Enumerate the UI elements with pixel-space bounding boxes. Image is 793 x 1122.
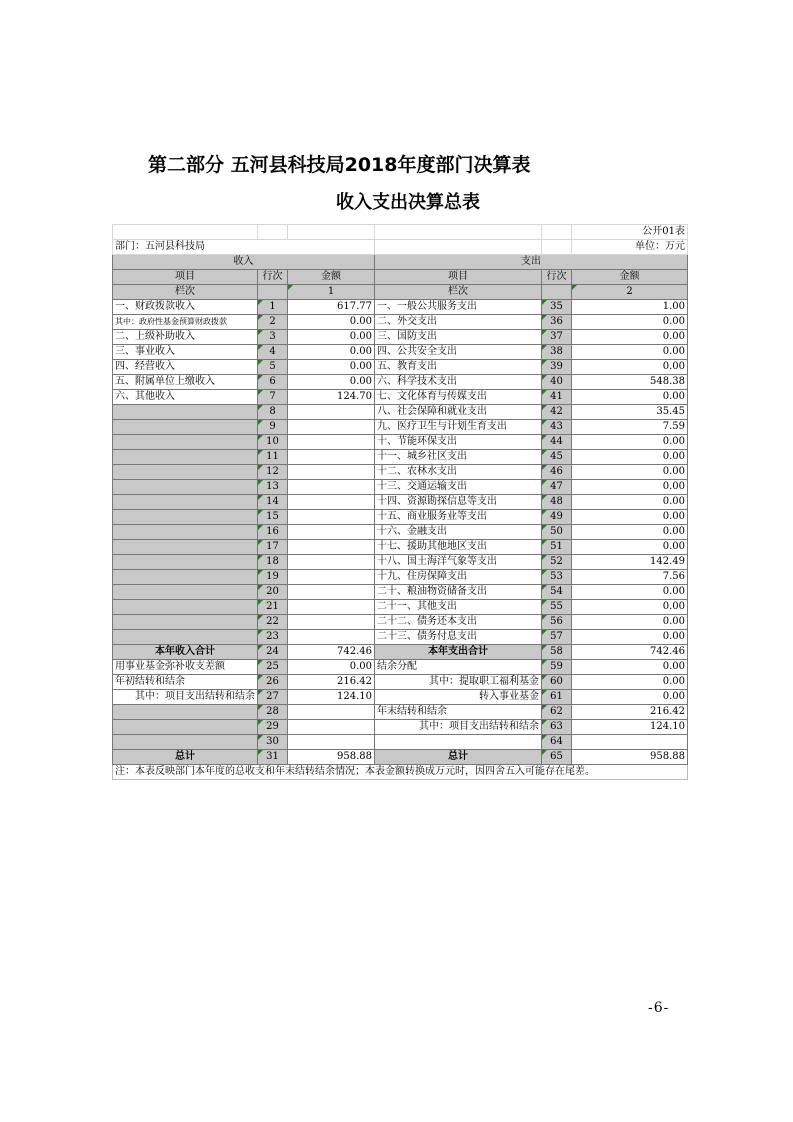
expense-item: 二十一、其他支出 xyxy=(375,600,542,615)
expense-amount: 0.00 xyxy=(572,495,688,510)
income-amount xyxy=(288,525,375,540)
expense-item: 六、科学技术支出 xyxy=(375,375,542,390)
income-amount xyxy=(288,630,375,645)
income-item xyxy=(113,705,258,720)
income-line: 25 xyxy=(258,660,288,675)
expense-amount: 0.00 xyxy=(572,675,688,690)
rows-row xyxy=(113,390,688,405)
expense-line: 51 xyxy=(542,540,572,555)
expense-item: 七、文化体育与传媒支出 xyxy=(375,390,542,405)
income-item: 二、上级补助收入 xyxy=(113,330,258,345)
rows-row xyxy=(113,300,688,315)
income-item xyxy=(113,600,258,615)
income-line: 29 xyxy=(258,720,288,735)
expense-amount: 216.42 xyxy=(572,705,688,720)
expense-line: 47 xyxy=(542,480,572,495)
total-expense-value: 742.46 xyxy=(572,645,688,660)
expense-amount: 548.38 xyxy=(572,375,688,390)
expense-line: 50 xyxy=(542,525,572,540)
income-amount: 0.00 xyxy=(288,360,375,375)
income-item xyxy=(113,615,258,630)
expense-item: 十八、国土海洋气象等支出 xyxy=(375,555,542,570)
income-line: 7 xyxy=(258,390,288,405)
expense-amount: 1.00 xyxy=(572,300,688,315)
rows-row xyxy=(113,405,688,420)
income-amount xyxy=(288,450,375,465)
expense-amount: 0.00 xyxy=(572,585,688,600)
expense-item: 八、社会保障和就业支出 xyxy=(375,405,542,420)
expense-amount: 0.00 xyxy=(572,330,688,345)
expense-line: 62 xyxy=(542,705,572,720)
expense-amount: 0.00 xyxy=(572,315,688,330)
expense-line: 49 xyxy=(542,510,572,525)
income-item xyxy=(113,510,258,525)
income-amount xyxy=(288,705,375,720)
expense-amount: 7.59 xyxy=(572,420,688,435)
grand-income-line: 31 xyxy=(258,750,288,765)
expense-item: 结余分配 xyxy=(375,660,542,675)
income-line: 16 xyxy=(258,525,288,540)
expense-line: 56 xyxy=(542,615,572,630)
grand-income-value: 958.88 xyxy=(288,750,375,765)
income-line: 15 xyxy=(258,510,288,525)
rows-row xyxy=(113,465,688,480)
expense-line: 52 xyxy=(542,555,572,570)
extra_rows-row xyxy=(113,690,688,705)
rows-row xyxy=(113,345,688,360)
income-item: 其中：政府性基金预算财政拨款 xyxy=(113,315,258,330)
income-amount xyxy=(288,570,375,585)
rows-row xyxy=(113,495,688,510)
income-item xyxy=(113,525,258,540)
income-line: 19 xyxy=(258,570,288,585)
income-amount-header: 金额 xyxy=(288,270,375,285)
total-income-label: 本年收入合计 xyxy=(113,645,258,660)
expense-line: 40 xyxy=(542,375,572,390)
page-number: -6- xyxy=(648,1000,670,1016)
income-item: 三、事业收入 xyxy=(113,345,258,360)
grand-expense-value: 958.88 xyxy=(572,750,688,765)
expense-item: 十二、农林水支出 xyxy=(375,465,542,480)
income-amount xyxy=(288,420,375,435)
income-line: 8 xyxy=(258,405,288,420)
grand-expense-line: 65 xyxy=(542,750,572,765)
income-item xyxy=(113,555,258,570)
rows-row xyxy=(113,600,688,615)
expense-line: 36 xyxy=(542,315,572,330)
income-line: 22 xyxy=(258,615,288,630)
grand-total-expense-label: 总计 xyxy=(375,750,542,765)
expense-line: 59 xyxy=(542,660,572,675)
total-expense-label: 本年支出合计 xyxy=(375,645,542,660)
income-amount: 0.00 xyxy=(288,375,375,390)
extra_rows-row xyxy=(113,660,688,675)
rows-row xyxy=(113,615,688,630)
expense-amount: 0.00 xyxy=(572,360,688,375)
expense-item: 五、教育支出 xyxy=(375,360,542,375)
income-item xyxy=(113,540,258,555)
income-col-number: 1 xyxy=(288,285,375,300)
income-amount: 216.42 xyxy=(288,675,375,690)
income-amount xyxy=(288,600,375,615)
income-amount xyxy=(288,735,375,750)
income-item xyxy=(113,630,258,645)
expense-line: 46 xyxy=(542,465,572,480)
income-item xyxy=(113,405,258,420)
expense-item: 十四、资源勘探信息等支出 xyxy=(375,495,542,510)
expense-amount: 0.00 xyxy=(572,345,688,360)
income-item: 一、财政拨款收入 xyxy=(113,300,258,315)
rows-row xyxy=(113,510,688,525)
total-income-value: 742.46 xyxy=(288,645,375,660)
extra_rows-row xyxy=(113,705,688,720)
department-label: 部门：五河县科技局 xyxy=(113,240,375,255)
income-line: 21 xyxy=(258,600,288,615)
table-note: 注：本表反映部门本年度的总收支和年末结转结余情况；本表金额转换成万元时，因四舍五入可能存在尾差。 xyxy=(113,765,688,780)
expense-line: 53 xyxy=(542,570,572,585)
expense-line: 42 xyxy=(542,405,572,420)
income-item: 六、其他收入 xyxy=(113,390,258,405)
expense-item: 九、医疗卫生与计划生育支出 xyxy=(375,420,542,435)
income-line: 5 xyxy=(258,360,288,375)
extra_rows-row xyxy=(113,735,688,750)
expense-item: 十九、住房保障支出 xyxy=(375,570,542,585)
rows-row xyxy=(113,435,688,450)
income-line: 13 xyxy=(258,480,288,495)
grand-total-income-label: 总计 xyxy=(113,750,258,765)
income-header: 收入 xyxy=(113,255,375,270)
expense-item: 年末结转和结余 xyxy=(375,705,542,720)
income-amount: 0.00 xyxy=(288,315,375,330)
expense-item: 四、公共安全支出 xyxy=(375,345,542,360)
income-item: 年初结转和结余 xyxy=(113,675,258,690)
expense-item: 十六、金融支出 xyxy=(375,525,542,540)
income-line: 4 xyxy=(258,345,288,360)
income-item xyxy=(113,480,258,495)
expense-line: 39 xyxy=(542,360,572,375)
rows-row xyxy=(113,420,688,435)
expense-item: 其中：提取职工福利基金 xyxy=(375,675,542,690)
expense-item: 三、国防支出 xyxy=(375,330,542,345)
expense-lanci: 栏次 xyxy=(375,285,542,300)
income-line: 26 xyxy=(258,675,288,690)
expense-item: 十三、交通运输支出 xyxy=(375,480,542,495)
expense-amount: 142.49 xyxy=(572,555,688,570)
expense-amount: 0.00 xyxy=(572,615,688,630)
expense-header: 支出 xyxy=(375,255,688,270)
rows-row xyxy=(113,450,688,465)
expense-amount-header: 金额 xyxy=(572,270,688,285)
expense-item: 十、节能环保支出 xyxy=(375,435,542,450)
expense-line: 38 xyxy=(542,345,572,360)
income-line: 2 xyxy=(258,315,288,330)
expense-item xyxy=(375,735,542,750)
income-amount xyxy=(288,615,375,630)
income-line: 20 xyxy=(258,585,288,600)
expense-amount: 0.00 xyxy=(572,450,688,465)
expense-line: 61 xyxy=(542,690,572,705)
income-line: 17 xyxy=(258,540,288,555)
expense-item: 十一、城乡社区支出 xyxy=(375,450,542,465)
income-amount: 0.00 xyxy=(288,330,375,345)
income-amount: 0.00 xyxy=(288,345,375,360)
income-line: 9 xyxy=(258,420,288,435)
income-amount xyxy=(288,405,375,420)
income-item-header: 项目 xyxy=(113,270,258,285)
expense-line: 48 xyxy=(542,495,572,510)
income-amount xyxy=(288,540,375,555)
expense-amount: 0.00 xyxy=(572,600,688,615)
income-line-header: 行次 xyxy=(258,270,288,285)
expense-line: 37 xyxy=(542,330,572,345)
expense-item: 十七、援助其他地区支出 xyxy=(375,540,542,555)
rows-row xyxy=(113,375,688,390)
expense-item-header: 项目 xyxy=(375,270,542,285)
income-item xyxy=(113,435,258,450)
income-amount: 0.00 xyxy=(288,660,375,675)
income-lanci: 栏次 xyxy=(113,285,258,300)
expense-line: 43 xyxy=(542,420,572,435)
rows-row xyxy=(113,525,688,540)
income-amount: 124.10 xyxy=(288,690,375,705)
expense-item: 一、一般公共服务支出 xyxy=(375,300,542,315)
expense-item: 二十二、债务还本支出 xyxy=(375,615,542,630)
rows-row xyxy=(113,330,688,345)
income-line: 12 xyxy=(258,465,288,480)
income-amount xyxy=(288,465,375,480)
expense-amount: 0.00 xyxy=(572,465,688,480)
income-amount: 617.77 xyxy=(288,300,375,315)
income-line: 23 xyxy=(258,630,288,645)
income-amount xyxy=(288,435,375,450)
income-amount xyxy=(288,555,375,570)
income-item xyxy=(113,495,258,510)
expense-item: 二、外交支出 xyxy=(375,315,542,330)
expense-line: 44 xyxy=(542,435,572,450)
expense-amount: 124.10 xyxy=(572,720,688,735)
expense-item: 二十三、债务付息支出 xyxy=(375,630,542,645)
expense-line-header: 行次 xyxy=(542,270,572,285)
income-amount xyxy=(288,720,375,735)
income-item: 其中：项目支出结转和结余 xyxy=(113,690,258,705)
extra_rows-row xyxy=(113,720,688,735)
income-item xyxy=(113,735,258,750)
income-line: 6 xyxy=(258,375,288,390)
income-item xyxy=(113,465,258,480)
expense-amount: 0.00 xyxy=(572,480,688,495)
expense-line: 45 xyxy=(542,450,572,465)
income-item xyxy=(113,450,258,465)
income-item xyxy=(113,585,258,600)
expense-line: 63 xyxy=(542,720,572,735)
income-item xyxy=(113,720,258,735)
extra_rows-row xyxy=(113,675,688,690)
expense-amount: 0.00 xyxy=(572,690,688,705)
expense-item: 其中：项目支出结转和结余 xyxy=(375,720,542,735)
rows-row xyxy=(113,480,688,495)
expense-item: 十五、商业服务业等支出 xyxy=(375,510,542,525)
income-item: 用事业基金弥补收支差额 xyxy=(113,660,258,675)
income-item xyxy=(113,420,258,435)
total-income-line: 24 xyxy=(258,645,288,660)
income-line: 27 xyxy=(258,690,288,705)
rows-row xyxy=(113,540,688,555)
expense-amount: 7.56 xyxy=(572,570,688,585)
rows-row xyxy=(113,570,688,585)
expense-line: 35 xyxy=(542,300,572,315)
expense-amount: 0.00 xyxy=(572,525,688,540)
expense-item: 二十、粮油物资储备支出 xyxy=(375,585,542,600)
rows-row xyxy=(113,555,688,570)
income-amount xyxy=(288,585,375,600)
income-line: 3 xyxy=(258,330,288,345)
expense-amount: 35.45 xyxy=(572,405,688,420)
expense-amount: 0.00 xyxy=(572,390,688,405)
income-amount: 124.70 xyxy=(288,390,375,405)
expense-line: 60 xyxy=(542,675,572,690)
rows-row xyxy=(113,630,688,645)
income-line: 1 xyxy=(258,300,288,315)
expense-line: 57 xyxy=(542,630,572,645)
form-code: 公开01表 xyxy=(572,225,688,240)
page-title: 第二部分 五河县科技局2018年度部门决算表 xyxy=(148,154,531,176)
expense-item: 转入事业基金 xyxy=(375,690,542,705)
total-expense-line: 58 xyxy=(542,645,572,660)
income-item xyxy=(113,570,258,585)
income-item: 四、经营收入 xyxy=(113,360,258,375)
income-amount xyxy=(288,480,375,495)
income-line: 10 xyxy=(258,435,288,450)
income-item: 五、附属单位上缴收入 xyxy=(113,375,258,390)
income-line: 18 xyxy=(258,555,288,570)
expense-amount: 0.00 xyxy=(572,630,688,645)
expense-amount: 0.00 xyxy=(572,435,688,450)
income-amount xyxy=(288,495,375,510)
expense-amount xyxy=(572,735,688,750)
expense-line: 54 xyxy=(542,585,572,600)
income-line: 14 xyxy=(258,495,288,510)
expense-amount: 0.00 xyxy=(572,510,688,525)
expense-line: 55 xyxy=(542,600,572,615)
budget-table xyxy=(112,224,688,780)
table-subtitle: 收入支出决算总表 xyxy=(336,192,480,213)
income-line: 30 xyxy=(258,735,288,750)
expense-amount: 0.00 xyxy=(572,540,688,555)
rows-row xyxy=(113,315,688,330)
rows-row xyxy=(113,360,688,375)
unit-label: 单位：万元 xyxy=(572,240,688,255)
expense-line: 64 xyxy=(542,735,572,750)
income-line: 11 xyxy=(258,450,288,465)
income-amount xyxy=(288,510,375,525)
expense-col-number: 2 xyxy=(572,285,688,300)
expense-amount: 0.00 xyxy=(572,660,688,675)
expense-line: 41 xyxy=(542,390,572,405)
income-line: 28 xyxy=(258,705,288,720)
rows-row xyxy=(113,585,688,600)
